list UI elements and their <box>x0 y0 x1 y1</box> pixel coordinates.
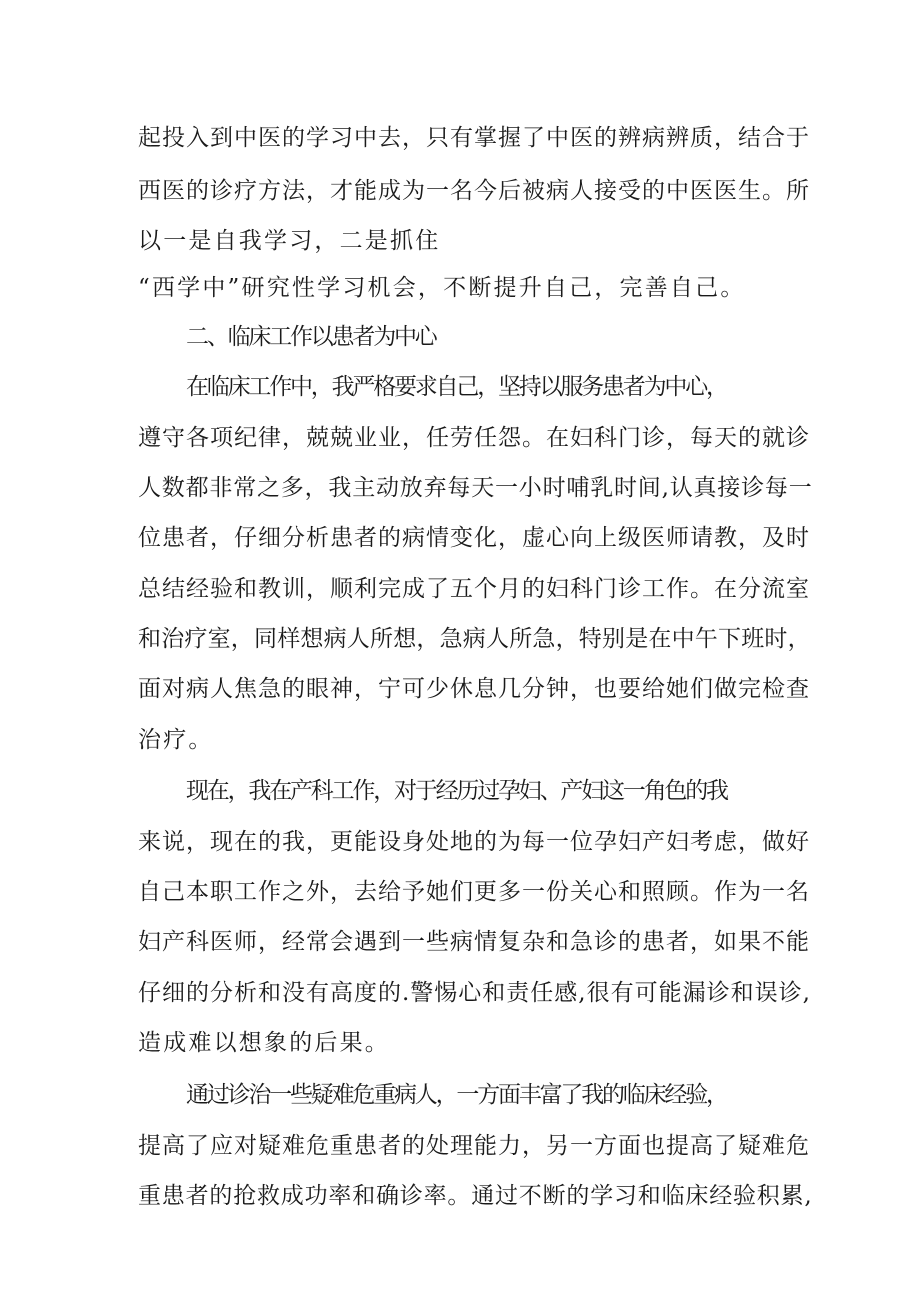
text-line: 位患者，仔细分析患者的病情变化，虚心向上级医师请教，及时 <box>138 525 810 551</box>
text-line: 重患者的抢救成功率和确诊率。通过不断的学习和临床经验积累, <box>138 1183 813 1209</box>
text-line: 起投入到中医的学习中去，只有掌握了中医的辨病辨质，结合于 <box>138 125 810 151</box>
text-line: 仔细的分析和没有高度的.警惕心和责任感,很有可能漏诊和误诊, <box>138 980 811 1006</box>
text-line: 提高了应对疑难危重患者的处理能力，另一方面也提高了疑难危 <box>138 1133 810 1159</box>
text-line: 现在，我在产科工作，对于经历过孕妇、产妇这一角色的我 <box>186 778 727 804</box>
text-line: 在临床工作中，我严格要求自己，坚持以服务患者为中心， <box>186 374 727 400</box>
text-line: 以一是自我学习，二是抓住 <box>138 228 441 254</box>
text-line: 妇产科医师，经常会遇到一些病情复杂和急诊的患者，如果不能 <box>138 929 810 955</box>
text-line: 面对病人焦急的眼神，宁可少休息几分钟，也要给她们做完检查 <box>138 676 810 702</box>
text-line: 总结经验和教训，顺利完成了五个月的妇科门诊工作。在分流室 <box>138 576 810 602</box>
text-line: 治疗。 <box>138 727 214 753</box>
text-line: 和治疗室，同样想病人所想，急病人所急，特别是在中午下班时， <box>138 626 811 652</box>
text-line: “西学中”研究性学习机会，不断提升自己，完善自己。 <box>138 275 746 301</box>
text-line: 通过诊治一些疑难危重病人，一方面丰富了我的临床经验， <box>186 1082 727 1108</box>
text-line: 遵守各项纪律，兢兢业业，任劳任怨。在妇科门诊，每天的就诊 <box>138 425 810 451</box>
text-line: 西医的诊疗方法，才能成为一名今后被病人接受的中医医生。所 <box>138 178 810 204</box>
text-line: 造成难以想象的后果。 <box>138 1030 390 1056</box>
text-line: 人数都非常之多，我主动放弃每天一小时哺乳时间,认真接诊每一 <box>138 475 813 501</box>
text-line: 来说，现在的我，更能设身处地的为每一位孕妇产妇考虑，做好 <box>138 829 810 855</box>
text-line: 自己本职工作之外，去给予她们更多一份关心和照顾。作为一名 <box>138 879 810 905</box>
section-heading: 二、临床工作以患者为中心 <box>186 324 436 350</box>
